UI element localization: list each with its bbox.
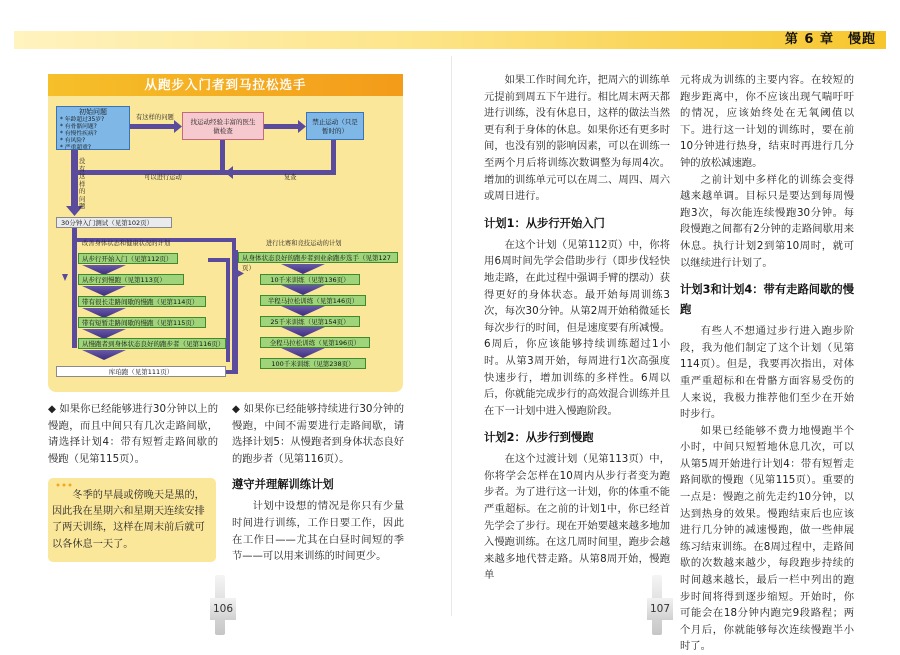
plan-1-text: 在这个计划（见第112页）中，你将用6周时间先学会借助步行（即步伐轻快地走路，在此过程中强调手臂的摆动）获得更好的身体状态。最开始每周训练3次，每次30分钟。从第2周开始稍微延长每次步行的时间，但是速度要有所减慢。6周后，你应该能够持续训练超过1小时。从第3周开始，每周进行1次高强度快速步行，增加训练的多样性。6周以后，你就能完成步行的高效混合训练并且在下一计划中进入慢跑阶段。 (484, 238, 670, 417)
plan-3-4-heading: 计划3和计划4：带有走路间歇的慢跑 (680, 283, 854, 317)
label-recheck: 复查 (284, 174, 297, 181)
entry-test-box: 30分钟入门测试（见第102页） (56, 217, 172, 228)
flowchart-panel (48, 74, 403, 392)
label-no-problem: 没有这样的问题 (79, 158, 86, 210)
plan-box-left: 带有短暂走路间歇的慢跑（见第115页） (78, 317, 206, 328)
initial-question-item: * 严重超重? (60, 144, 92, 151)
plan-box-left: 带有很长走路间歇的慢跑（见第114页） (78, 296, 206, 307)
page-number-right: 107 (647, 598, 673, 620)
body-paragraph: 元将成为训练的主要内容。在较短的跑步距离中，你不应该出现气喘吁吁的情况，应该始终处在无氧阈值以下。进行这一计划的训练时，要在前10分钟进行热身，结束时再进行几分钟的放松减速跑。 (680, 74, 854, 169)
plan-box-left: 从慢跑者到身体状态良好的跑步者（见第116页） (78, 338, 226, 349)
chapter-title: 第 6 章 慢跑 (784, 32, 876, 47)
left-page-column-1 (48, 401, 218, 467)
label-has-problem: 有这样的问题 (136, 114, 174, 121)
plan-box-right: 100千米训练（见第238页） (260, 358, 366, 369)
bullet-plan-5: ◆ 如果你已经能够持续进行30分钟的慢跑，中间不需要进行走路间歇，请选择计划5：从慢跑者到身体状态良好的跑步者（见第116页）。 (232, 403, 404, 465)
body-paragraph: 计划中设想的情况是你只有少量时间进行训练，工作日要工作，因此在工作日——尤其在白昼时间短的季节——可以用来训练的时间更少。 (232, 500, 404, 563)
left-plans-heading: 改善身体状态和健康状况的计划 (82, 240, 171, 247)
exercise-ban-box: 禁止运动（只是暂时的） (306, 112, 364, 140)
plan-box-right: 10千米训练（见第136页） (260, 274, 360, 285)
initial-question-item: * 年龄超过35岁? (60, 116, 105, 123)
plan-2-text: 在这个过渡计划（见第113页）中，你将学会怎样在10周内从步行者变为跑步者。为了进行这一计划，你的体重不能严重超标。在之前的计划1中，你已经首先学会了步行。现在开始要越来越多地加入慢跑训练。在这几周时间里，跑步会越来越多地代替走路。从第8周开始，慢跑单 (484, 453, 670, 582)
plan-box-right: 从身体状态良好的跑步者到业余跑步选手（见第127页） (238, 252, 398, 263)
cooper-run-box: 库珀跑（见第111页） (56, 366, 226, 377)
page-number-left: 106 (210, 598, 236, 620)
doctor-check-box: 找运动经验丰富的医生做检查 (182, 112, 264, 140)
initial-questions-box (56, 106, 130, 150)
page-spine (451, 56, 452, 616)
right-page-column-2 (680, 72, 854, 655)
plan-3-4-text: 有些人不想通过步行进入跑步阶段，我为他们制定了这个计划（见第114页）。但是，我要再次指出，对体重严重超标和在骨骼方面容易受伤的人来说，我极力推荐他们至少在开始时步行。 (680, 325, 854, 421)
plan-box-right: 全程马拉松训练（见第196页） (260, 337, 370, 348)
plan-box-right: 25千米训练（见第154页） (260, 316, 360, 327)
tip-box (48, 478, 216, 562)
plan-2-heading: 计划2：从步行到慢跑 (484, 431, 594, 445)
plan-box-left: 从步行到慢跑（见第113页） (78, 274, 184, 285)
plan-3-4-text-continued: 如果已经能够不费力地慢跑半个小时，中间只短暂地休息几次，可以从第5周开始进行计划4：带有短暂走路间歇的慢跑（见第115页）。重要的一点是：慢跑之前先走约10分钟，以达到热身的效果。慢跑结束后也应该进行几分钟的减速慢跑，做一些伸展练习结束训练。在8周过程中，走路间歇的次数越来越少，每段跑步持续的时间越来越长，最后一栏中列出的跑步时间将得到逐步缩短。开始时，你可能会在18分钟内跑完9段路程；两个月后，你就能够每次连续慢跑半小时了。 (680, 424, 854, 653)
tip-text: 冬季的早晨或傍晚天是黑的，因此我在星期六和星期天连续安排了两天训练，这样在周末前后就可以各休息一天了。 (52, 490, 205, 550)
body-paragraph: 如果工作时间允许，把周六的训练单元提前到周五下午进行。相比周末两天都进行训练，没有休息日，这样的做法当然更有利于身体的休息。如果你还有更多时间，也没有别的影响因素，可以在训练一至两个月后将训练次数调整为每周4次。增加的训练单元可以在周二、周四、周六或周日进行。 (484, 74, 670, 203)
initial-question-item: * 有慢性疾病? (60, 130, 97, 137)
right-page-column-1 (484, 72, 670, 584)
plan-box-right: 半程马拉松训练（见第146页） (260, 295, 366, 306)
section-heading: 遵守并理解训练计划 (232, 478, 334, 492)
plan-1-heading: 计划1：从步行开始入门 (484, 216, 605, 230)
bullet-plan-4: ◆ 如果你已经能够进行30分钟以上的慢跑，而且中间只有几次走路间歇，请选择计划4：带有短暂走路间歇的慢跑（见第115页）。 (48, 403, 218, 465)
initial-question-item: * 有骨骼问题? (60, 123, 97, 130)
right-plans-heading: 进行比赛和竞技运动的计划 (266, 240, 342, 247)
initial-question-item: * 有风险? (60, 137, 86, 144)
plan-box-left: 从步行开始入门（见第112页） (78, 253, 178, 264)
initial-questions-title: 初始问题 (79, 108, 107, 116)
left-page-column-2 (232, 401, 404, 565)
label-can-exercise: 可以进行运动 (144, 174, 182, 181)
body-paragraph: 之前计划中多样化的训练会变得越来越单调。目标只是要达到每周慢跑3次，每次能连续慢跑30分钟。每段慢跑之间都有2分钟的走路间歇用来休息。执行计划2到第10周时，就可以继续进行计划了。 (680, 173, 854, 269)
flowchart-title: 从跑步入门者到马拉松选手 (48, 74, 403, 96)
chapter-header-bar (14, 31, 886, 49)
